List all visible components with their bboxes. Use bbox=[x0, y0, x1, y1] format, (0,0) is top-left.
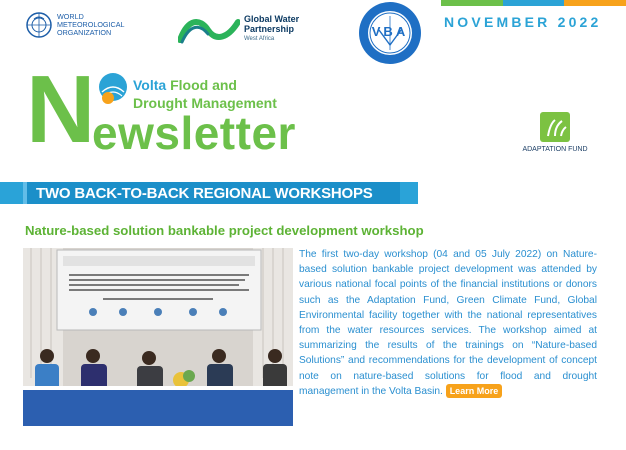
issue-date: NOVEMBER 2022 bbox=[444, 14, 602, 30]
article-body-text: The first two-day workshop (04 and 05 July 2022) on Nature-based solution bankable project development was attended by various national focal points of the financial institutions or donors such as the Adaptation Fund, Green Climate Fund, Global Environmental facility together with the national representatives from the water resources services. The workshop aimed at summarizing the results of the trainings on “Nature-based Solutions” and recommendations for the development of concept note on nature-based solutions for flood and drought management in the Volta Basin. bbox=[299, 249, 597, 397]
gwp-line-2: Partnership bbox=[244, 24, 295, 34]
adaptation-fund-icon bbox=[540, 112, 570, 142]
article-body bbox=[299, 247, 597, 399]
learn-more-button[interactable]: Learn More bbox=[446, 384, 503, 398]
section-ribbon bbox=[0, 182, 418, 204]
gwp-logo bbox=[178, 14, 299, 44]
gwp-wave-icon bbox=[178, 14, 240, 44]
masthead-newsletter: ewsletter bbox=[92, 107, 296, 159]
masthead-big-n: N bbox=[26, 56, 96, 163]
top-color-bar bbox=[441, 0, 626, 6]
masthead-line-2: Drought Management bbox=[133, 95, 277, 111]
masthead-flood: Flood and bbox=[170, 77, 237, 93]
workshop-photo bbox=[23, 248, 293, 426]
vba-seal bbox=[357, 0, 423, 66]
water-drop-icon bbox=[96, 70, 130, 104]
gwp-line-1: Global Water bbox=[244, 14, 300, 24]
wmo-logo bbox=[25, 11, 125, 39]
adaptation-fund-label: ADAPTATION FUND bbox=[522, 146, 588, 153]
section-title: TWO BACK-TO-BACK REGIONAL WORKSHOPS bbox=[36, 185, 373, 202]
masthead-volta: Volta bbox=[133, 77, 171, 93]
wmo-emblem-icon bbox=[25, 11, 53, 39]
masthead-line-1 bbox=[133, 77, 237, 93]
wmo-line-1: WORLD bbox=[57, 12, 84, 21]
vba-letters: VBA bbox=[371, 24, 409, 39]
adaptation-fund-logo bbox=[520, 112, 590, 153]
gwp-subtitle: West Africa bbox=[244, 36, 275, 42]
wmo-line-3: ORGANIZATION bbox=[57, 28, 112, 37]
article-subheading: Nature-based solution bankable project development workshop bbox=[25, 223, 424, 238]
wmo-line-2: METEOROLOGICAL bbox=[57, 20, 125, 29]
